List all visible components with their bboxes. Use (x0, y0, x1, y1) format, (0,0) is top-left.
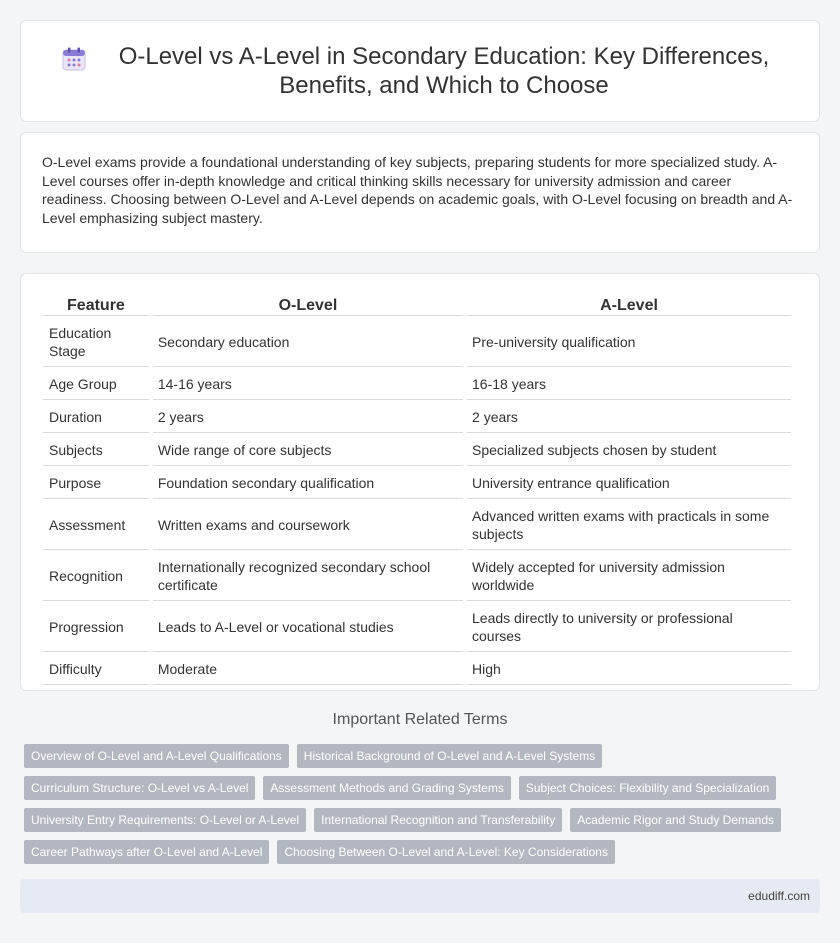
table-cell: Foundation secondary qualification (153, 468, 463, 499)
table-cell: Secondary education (153, 318, 463, 367)
related-term-link[interactable]: Assessment Methods and Grading Systems (263, 776, 510, 800)
related-terms-list (24, 744, 824, 872)
related-term-link[interactable]: University Entry Requirements: O-Level or A-Level (24, 808, 306, 832)
table-cell: 14-16 years (153, 369, 463, 400)
table-row (43, 435, 791, 466)
tag-row (24, 808, 824, 832)
table-cell: Progression (43, 603, 149, 652)
footer (20, 879, 820, 913)
table-cell: Pre-university qualification (467, 318, 791, 367)
table-cell: Age Group (43, 369, 149, 400)
related-term-link[interactable]: Choosing Between O-Level and A-Level: Key Considerations (277, 840, 615, 864)
table-cell: Duration (43, 402, 149, 433)
table-row (43, 552, 791, 601)
header-o-level: O-Level (153, 292, 463, 316)
table-header-row (43, 292, 791, 316)
intro-card (20, 132, 820, 253)
table-cell: High (467, 654, 791, 685)
table-cell: 16-18 years (467, 369, 791, 400)
table-row (43, 468, 791, 499)
table-cell: Widely accepted for university admission worldwide (467, 552, 791, 601)
table-cell: Internationally recognized secondary school certificate (153, 552, 463, 601)
table-row (43, 654, 791, 685)
table-cell: Subjects (43, 435, 149, 466)
comparison-table-card (20, 273, 820, 691)
tag-row (24, 840, 824, 864)
table-row (43, 501, 791, 550)
table-cell: 2 years (153, 402, 463, 433)
related-term-link[interactable]: Curriculum Structure: O-Level vs A-Level (24, 776, 255, 800)
tag-row (24, 776, 824, 800)
table-row (43, 318, 791, 367)
related-term-link[interactable]: International Recognition and Transferability (314, 808, 562, 832)
title-card (20, 20, 820, 122)
table-cell: Wide range of core subjects (153, 435, 463, 466)
related-term-link[interactable]: Historical Background of O-Level and A-Level Systems (297, 744, 602, 768)
related-term-link[interactable]: Academic Rigor and Study Demands (570, 808, 781, 832)
footer-site-link[interactable]: edudiff.com (748, 889, 810, 903)
comparison-table (39, 290, 795, 687)
table-cell: Written exams and coursework (153, 501, 463, 550)
related-terms-heading: Important Related Terms (332, 711, 508, 728)
table-row (43, 369, 791, 400)
table-cell: Advanced written exams with practicals in some subjects (467, 501, 791, 550)
header-a-level: A-Level (467, 292, 791, 316)
header-feature: Feature (43, 292, 149, 316)
intro-text: O-Level exams provide a foundational understanding of key subjects, preparing students for more specialized study. A-Level courses offer in-depth knowledge and critical thinking skills necessary for university admission and career readiness. Choosing between O-Level and A-Level depends on academic goals, with O-Level focusing on breadth and A-Level emphasizing subject mastery. (42, 154, 793, 226)
related-term-link[interactable]: Career Pathways after O-Level and A-Level (24, 840, 269, 864)
table-cell: Education Stage (43, 318, 149, 367)
table-cell: Leads to A-Level or vocational studies (153, 603, 463, 652)
title-wrap (21, 42, 819, 100)
table-cell: University entrance qualification (467, 468, 791, 499)
table-cell: Recognition (43, 552, 149, 601)
table-cell: Specialized subjects chosen by student (467, 435, 791, 466)
related-term-link[interactable]: Subject Choices: Flexibility and Specialization (519, 776, 776, 800)
table-cell: Leads directly to university or professional courses (467, 603, 791, 652)
table-cell: Purpose (43, 468, 149, 499)
table-row (43, 402, 791, 433)
table-cell: 2 years (467, 402, 791, 433)
tag-row (24, 744, 824, 768)
related-term-link[interactable]: Overview of O-Level and A-Level Qualifications (24, 744, 289, 768)
page-title: O-Level vs A-Level in Secondary Education: Key Differences, Benefits, and Which to Choose (118, 43, 770, 99)
table-cell: Assessment (43, 501, 149, 550)
table-row (43, 603, 791, 652)
table-cell: Difficulty (43, 654, 149, 685)
table-cell: Moderate (153, 654, 463, 685)
calendar-icon (61, 46, 87, 72)
